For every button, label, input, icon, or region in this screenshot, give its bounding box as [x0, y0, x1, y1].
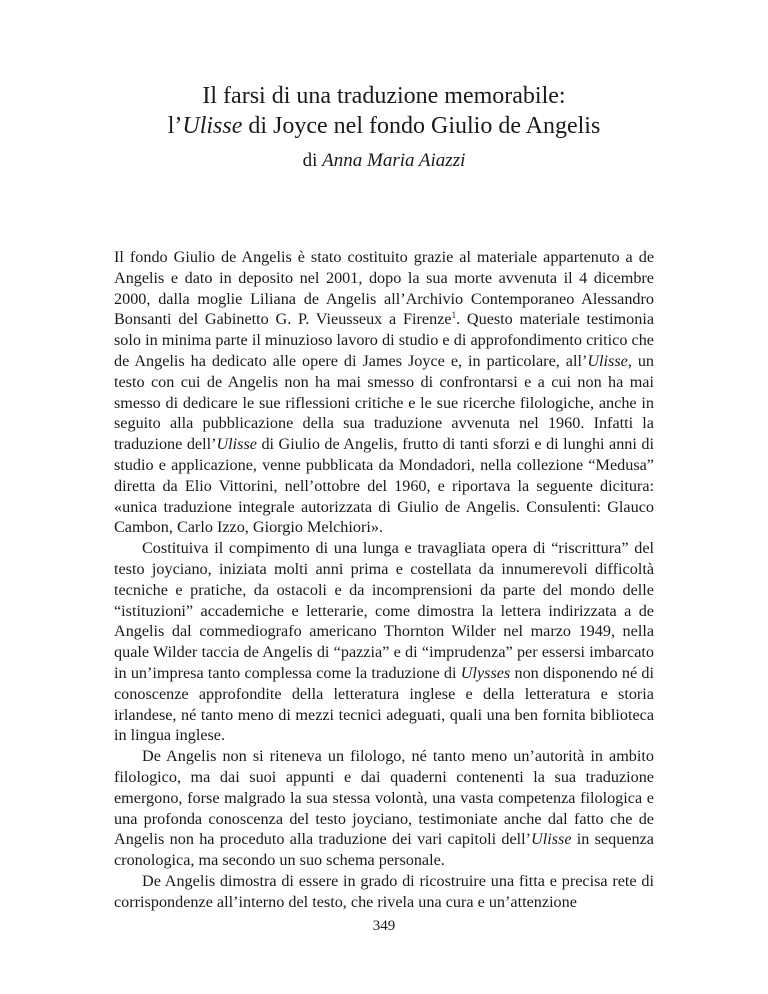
paragraph-4 [114, 871, 654, 913]
author-name: Anna Maria Aiazzi [322, 150, 466, 171]
footnote-marker[interactable]: 1 [451, 310, 457, 321]
p3-text-b: in sequenza cronologica, ma secondo un suo schema personale. [114, 830, 654, 870]
p1-text-b: . Questo materiale testimonia solo in minima parte il minuzioso lavoro di studio e di approfondimento critico che de Angelis ha dedicato alle opere di James Joyce e, in particolare, all’ [114, 310, 654, 370]
p1-text-d: di Giulio de Angelis, frutto di tanti sforzi e di lunghi anni di studio e applicazione, venne pubblicata da Mondadori, nella collezione “Medusa” diretta da Elio Vittorini, nell’ottobre del 1960, e riportava la seguente dicitura: «unica traduzione integrale autorizzata di Giulio de Angelis. Consulenti: Glauco Cambon, Carlo Izzo, Giorgio Melchiori». [114, 435, 654, 537]
p3-italic-1: Ulisse [531, 830, 572, 849]
page-number: 349 [372, 918, 396, 934]
article-title-line-2 [0, 111, 768, 141]
author-byline [0, 149, 768, 173]
p2-italic-1: Ulysses [460, 663, 511, 682]
p3-text-a: De Angelis non si riteneva un filologo, né tanto meno un’autorità in ambito filologico, ma dai suoi appunti e dai quaderni contenenti la sua traduzione emergono, forse malgrado la sua stessa volontà, una vasta competenza filologica e una profonda conoscenza del testo joyciano, testimoniate anche dal fatto che de Angelis non ha proceduto alla traduzione dei vari capitoli dell’ [114, 747, 654, 849]
title-italic-work: Ulisse [182, 113, 243, 139]
p1-text-a: Il fondo Giulio de Angelis è stato costituito grazie al materiale appartenuto a de Angelis e dato in deposito nel 2001, dopo la sua morte avvenuta il 4 dicembre 2000, dalla moglie Liliana de Angelis all’Archivio Contemporaneo Alessandro Bonsanti del Gabinetto G. P. Vieusseux a Firenze [114, 248, 654, 329]
byline-prefix: di [302, 150, 323, 171]
title-line-2-rest: di Joyce nel fondo Giulio de Angelis [242, 113, 601, 139]
article-title-line-1 [0, 81, 768, 111]
paragraph-3 [114, 746, 654, 871]
title-line-1-text: Il farsi di una traduzione memorabile: [202, 83, 566, 109]
p1-text-c: , un testo con cui de Angelis non ha mai smesso di confrontarsi e a cui non ha mai smesso di dedicare le sue riflessioni critiche e le sue ricerche filologiche, anche in seguito alla pubblicazione della sua traduzione avvenuta nel 1960. Infatti la traduzione dell’ [114, 351, 655, 454]
p1-italic-2: Ulisse [216, 435, 257, 454]
article-body [114, 247, 654, 913]
p2-text-b: non disponendo né di conoscenze approfondite della letteratura inglese e della letteratura e storia irlandese, né tanto meno di mezzi tecnici adeguati, quali una ben fornita biblioteca in lingua inglese. [114, 663, 654, 745]
p4-text-a: De Angelis dimostra di essere in grado di ricostruire una fitta e precisa rete di corrispondenze all’interno del testo, che rivela una cura e un’attenzione [114, 871, 654, 911]
p2-text-a: Costituiva il compimento di una lunga e travagliata opera di “riscrittura” del testo joyciano, iniziata molti anni prima e costellata da innumerevoli difficoltà tecniche e pratiche, da ostacoli e da incomprensioni da parte del mondo delle “istituzioni” accademiche e letterarie, come dimostra la lettera indirizzata a de Angelis dal commediografo americano Thornton Wilder nel marzo 1949, nella quale Wilder taccia de Angelis di “pazzia” e di “imprudenza” per essersi imbarcato in un’impresa tanto complessa come la traduzione di [114, 539, 654, 682]
paragraph-2 [114, 538, 654, 746]
title-line-2-prefix: l’ [167, 113, 183, 139]
paragraph-1 [114, 247, 654, 538]
p1-italic-1: Ulisse [587, 351, 628, 370]
